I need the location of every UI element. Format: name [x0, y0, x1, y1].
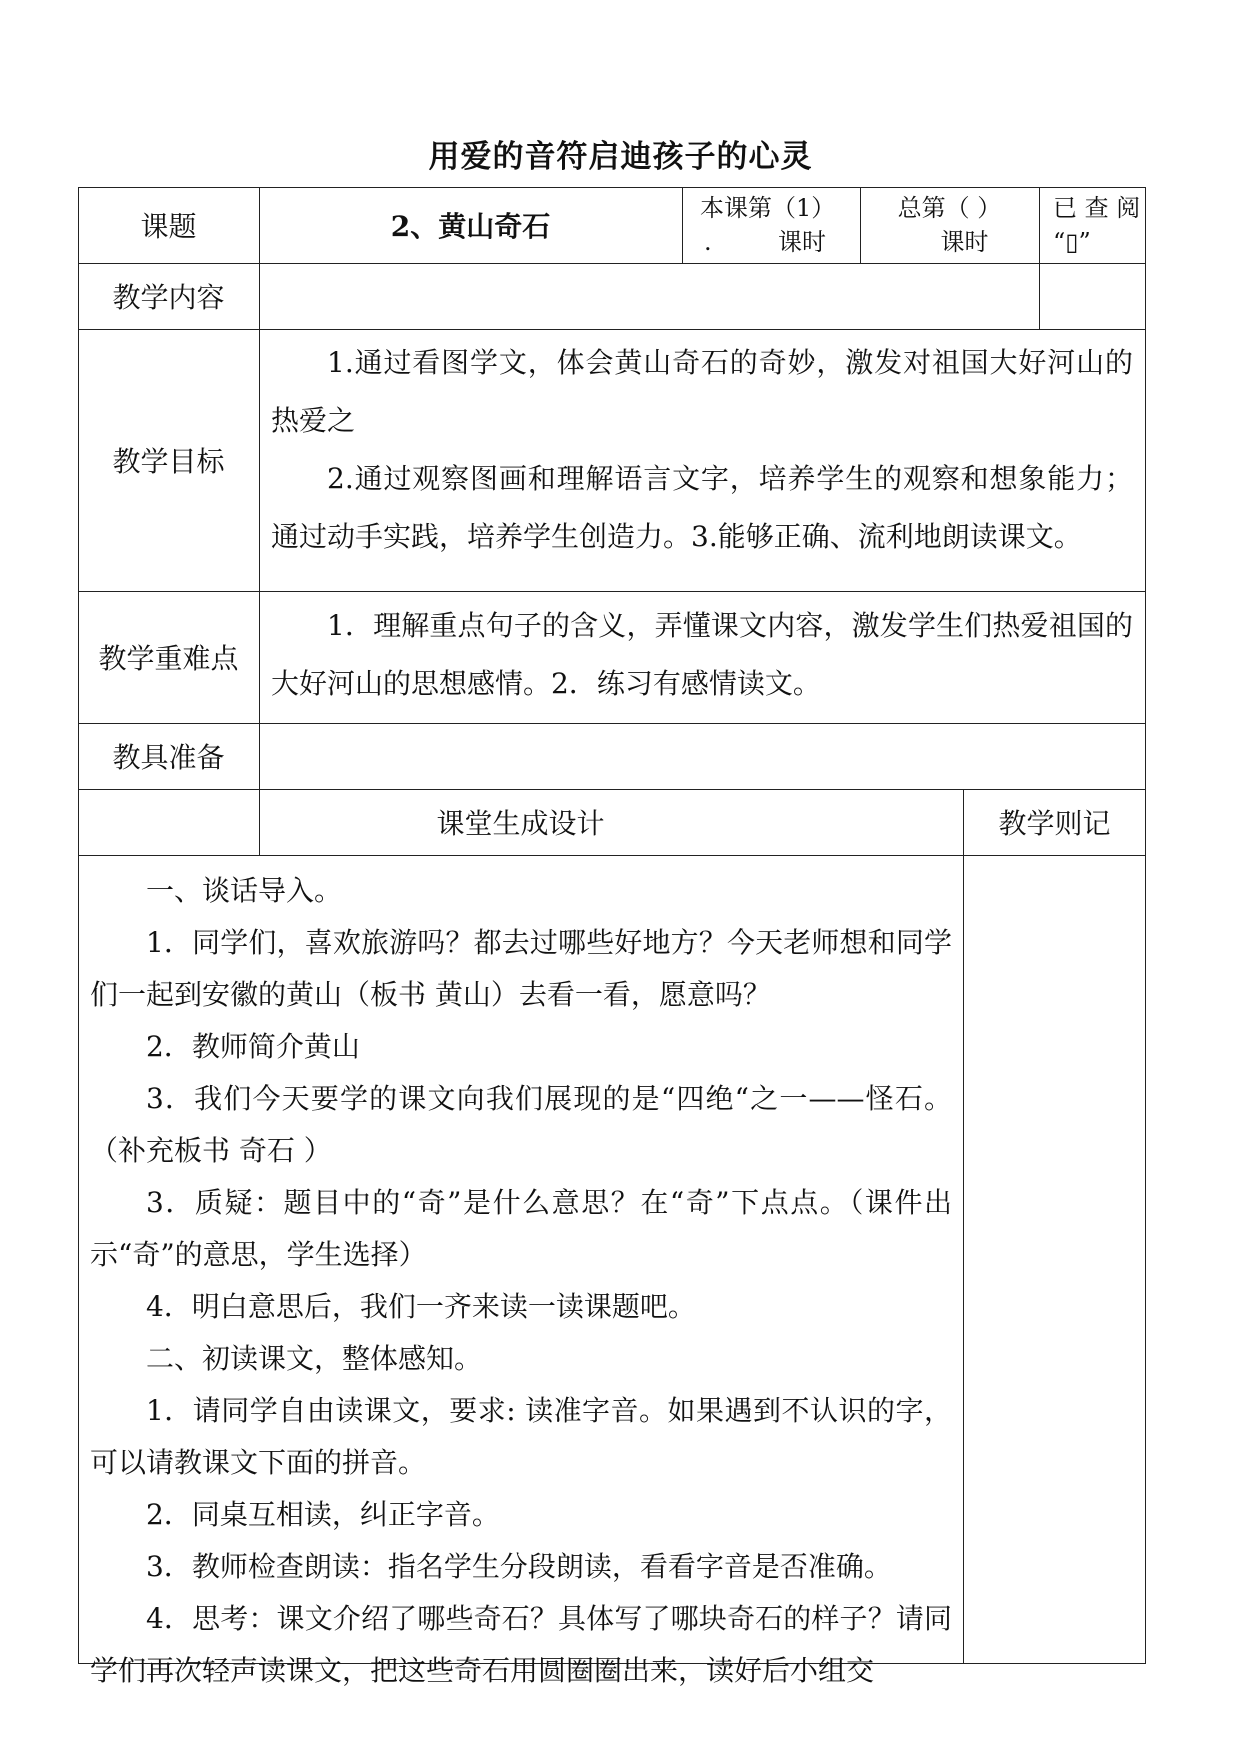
- content-value: [259, 263, 1039, 329]
- design-paragraph: 一、谈话导入。: [146, 874, 343, 907]
- checked-cell: [1039, 187, 1146, 263]
- design-paragraph: 2．同桌互相读，纠正字音。: [146, 1498, 500, 1531]
- topic-value: 2、黄山奇石: [390, 210, 551, 243]
- lesson-number-line2: 课时: [778, 228, 826, 256]
- design-paragraph: 2．教师简介黄山: [146, 1030, 360, 1063]
- goals-label: 教学目标: [112, 445, 225, 478]
- design-paragraph: 二、初读课文，整体感知。: [146, 1342, 483, 1375]
- design-paragraph: 4．思考：课文介绍了哪些奇石？具体写了哪块奇石的样子？请同学们再次轻声读课文，把这些奇石用圆圈圈出来，读好后小组交: [90, 1602, 952, 1687]
- design-paragraph: 3．教师检查朗读：指名学生分段朗读，看看字音是否准确。: [146, 1550, 892, 1583]
- checked-checkbox: “▯”: [1053, 228, 1091, 256]
- design-paragraph: 3．质疑：题目中的“奇”是什么意思？在“奇”下点点。（课件出示“奇”的意思，学生选择）: [90, 1186, 952, 1271]
- lesson-number-line1: 本课第（1）: [700, 194, 836, 222]
- checked-line1: 已 查 阅: [1053, 194, 1141, 222]
- design-body: [90, 865, 952, 1687]
- notes-header: 教学则记: [998, 807, 1111, 840]
- lesson-number-cell: [682, 187, 860, 263]
- tools-label: 教具准备: [112, 741, 225, 774]
- goal-item: 1.通过看图学文，体会黄山奇石的奇妙，激发对祖国大好河山的热爱之: [271, 346, 1133, 437]
- tools-value: [259, 723, 1146, 789]
- total-lesson-cell: [860, 187, 1039, 263]
- total-lesson-line2: 课时: [940, 228, 989, 256]
- lesson-number-dot: .: [704, 228, 712, 256]
- goal-item: 2.通过观察图画和理解语言文字，培养学生的观察和想象能力；通过动手实践，培养学生创造力。3.能够正确、流利地朗读课文。: [271, 462, 1133, 553]
- design-paragraph: 1．请同学自由读课文，要求: 读准字音。如果遇到不认识的字，可以请教课文下面的拼音。: [90, 1394, 952, 1479]
- key-points-paragraph: 1．理解重点句子的含义，弄懂课文内容，激发学生们热爱祖国的大好河山的思想感情。2．练习有感情读文。: [271, 609, 1133, 700]
- goals-text: [271, 334, 1133, 566]
- design-paragraph: 1．同学们，喜欢旅游吗？都去过哪些好地方？今天老师想和同学们一起到安徽的黄山（板书 黄山）去看一看，愿意吗？: [90, 926, 952, 1011]
- content-label: 教学内容: [112, 281, 225, 314]
- key-points-text: [271, 597, 1133, 713]
- topic-label: 课题: [140, 210, 197, 243]
- design-header: 课堂生成设计: [436, 807, 605, 840]
- document-title: 用爱的音符启迪孩子的心灵: [428, 139, 813, 175]
- design-paragraph: 3．我们今天要学的课文向我们展现的是“四绝“之一——怪石。（补充板书 奇石 ）: [90, 1082, 952, 1167]
- design-paragraph: 4．明白意思后，我们一齐来读一读课题吧。: [146, 1290, 696, 1323]
- key-points-label: 教学重难点: [98, 642, 239, 675]
- total-lesson-line1: 总第（ ）: [897, 194, 1002, 222]
- lesson-plan-table: [78, 187, 1146, 1687]
- notes-column: [963, 855, 1146, 1663]
